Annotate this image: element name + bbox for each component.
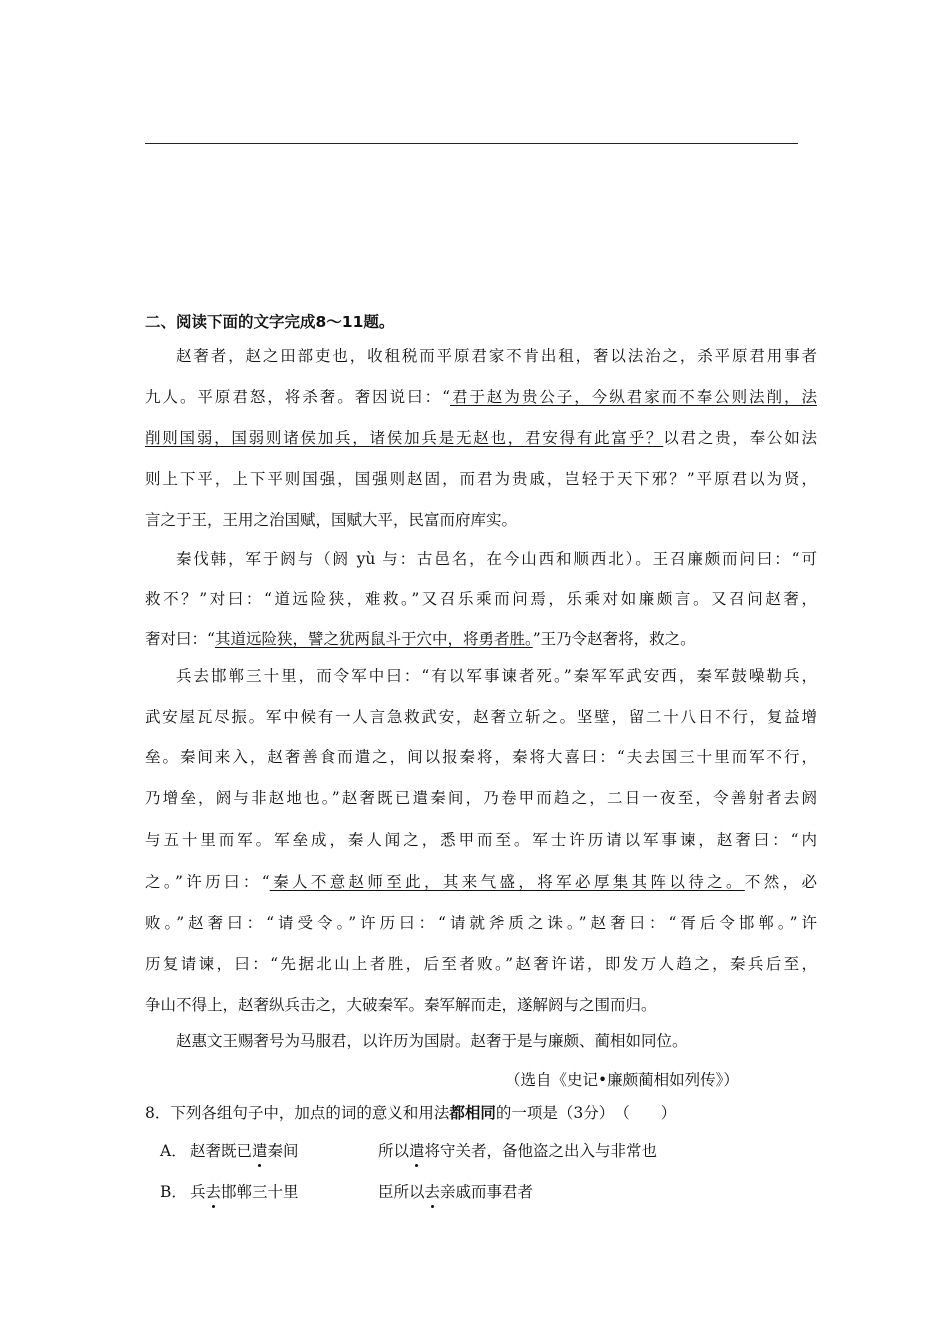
- question-8-stem: 8．下列各组句子中，加点的词的意义和用法都相同的一项是（3分） （ ）: [145, 1104, 677, 1122]
- option-a-right: 所以遣将守关者，备他盗之出入与非常也: [378, 1139, 657, 1161]
- passage-line: 赵奢者，赵之田部吏也，收租税而平原君家不肯出租，奢以法治之，杀平原君用事者: [176, 347, 817, 365]
- passage-line: 九人。平原君怒，将杀奢。奢因说曰：“君于赵为贵公子，今纵君家而不奉公则法削，法: [145, 388, 817, 406]
- top-rule: [145, 143, 798, 144]
- option-b-letter: B．: [160, 1183, 187, 1201]
- passage-line: 赵惠文王赐奢号为马服君，以许历为国尉。赵奢于是与廉颇、蔺相如同位。: [176, 1032, 688, 1050]
- passage-line: 奢对曰：“其道远险狭，譬之犹两鼠斗于穴中，将勇者胜。”王乃令赵奢将，救之。: [145, 630, 696, 648]
- source-citation: （选自《史记•廉颇蔺相如列传》）: [505, 1071, 739, 1089]
- option-b-left: 兵去邯郸三十里: [190, 1180, 299, 1202]
- passage-line: 削则国弱，国弱则诸侯加兵，诸侯加兵是无赵也，君安得有此富乎？以君之贵，奉公如法: [145, 429, 817, 447]
- passage-line: 救不？”对曰：“道远险狭，难救。”又召乐乘而问焉，乐乘对如廉颇言。又召问赵奢，: [145, 590, 817, 608]
- passage-line: 垒。秦间来入，赵奢善食而遣之，间以报秦将，秦将大喜曰：“夫去国三十里而军不行，: [145, 748, 817, 766]
- passage-line: 之。”许历曰：“秦人不意赵师至此，其来气盛，将军必厚集其阵以待之。不然，必: [145, 873, 817, 891]
- emphasis-dot-word: 遣: [409, 1139, 425, 1161]
- passage-line: 则上下平，上下平则国强，国强则赵固，而君为贵戚，岂轻于天下邪？”平原君以为贤，: [145, 470, 817, 488]
- passage-line: 言之于王，王用之治国赋，国赋大平，民富而府库实。: [145, 511, 518, 529]
- section-heading: 二、阅读下面的文字完成8～11题。: [145, 313, 395, 331]
- passage-line: 秦伐韩，军于阏与（阏 yù 与：古邑名，在今山西和顺西北）。王召廉颇而问曰：“可: [176, 550, 817, 568]
- passage-line: 败。”赵奢曰：“请受令。”许历曰：“请就斧质之诛。”赵奢曰：“胥后令邯郸。”许: [145, 914, 817, 932]
- passage-line: 乃增垒，阏与非赵地也。”赵奢既已遣秦间，乃卷甲而趋之，二日一夜至，令善射者去阏: [145, 789, 817, 807]
- emphasis-dot-word: 去: [425, 1180, 441, 1202]
- passage-line: 武安屋瓦尽振。军中候有一人言急救武安，赵奢立斩之。坚壁，留二十八日不行，复益增: [145, 708, 817, 726]
- underlined-sentence: 君于赵为贵公子，今纵君家而不奉公则法削，法: [450, 388, 817, 406]
- emphasis-dot-word: 遣: [252, 1139, 268, 1161]
- option-b-right: 臣所以去亲戚而事君者: [378, 1180, 533, 1202]
- option-a-left: 赵奢既已遣秦间: [190, 1139, 299, 1161]
- passage-line: 历复请谏，曰：“先据北山上者胜，后至者败。”赵奢许诺，即发万人趋之，秦兵后至，: [145, 955, 817, 973]
- passage-line: 争山不得上，赵奢纵兵击之，大破秦军。秦军解而走，遂解阏与之围而归。: [145, 996, 657, 1014]
- option-a-letter: A．: [160, 1142, 187, 1160]
- underlined-sentence: 削则国弱，国弱则诸侯加兵，诸侯加兵是无赵也，君安得有此富乎？: [145, 429, 664, 447]
- passage-line: 与五十里而军。军垒成，秦人闻之，悉甲而至。军士许历请以军事谏，赵奢曰：“内: [145, 831, 817, 849]
- underlined-sentence: 秦人不意赵师至此，其来气盛，将军必厚集其阵以待之。: [269, 873, 745, 891]
- emphasis-dot-word: 去: [206, 1180, 222, 1202]
- underlined-sentence: 其道远险狭，譬之犹两鼠斗于穴中，将勇者胜。: [214, 630, 533, 648]
- passage-line: 兵去邯郸三十里，而令军中曰：“有以军事谏者死。”秦军军武安西，秦军鼓噪勒兵，: [176, 667, 817, 685]
